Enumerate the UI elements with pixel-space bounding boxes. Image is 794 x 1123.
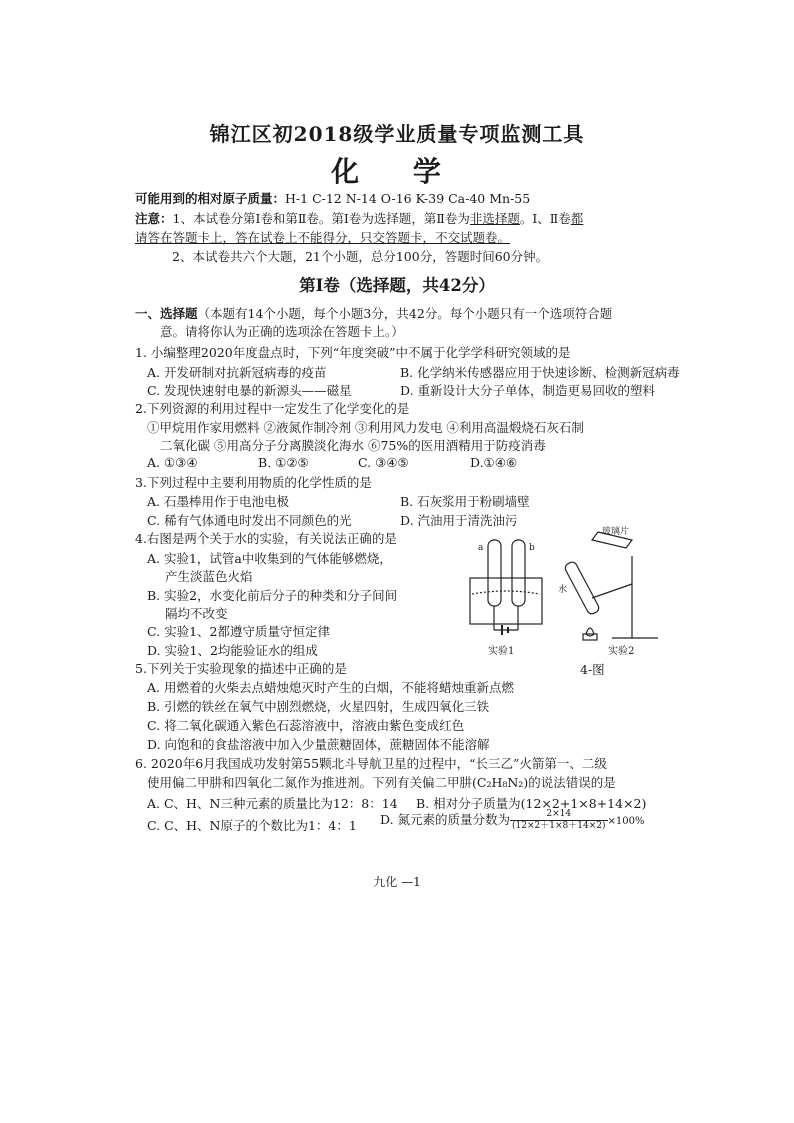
q5-option-c: C. 将二氧化碳通入紫色石蕊溶液中，溶液由紫色变成红色 xyxy=(147,718,465,733)
water-trough xyxy=(470,578,542,624)
q6-option-d-suffix: ×100% xyxy=(607,816,645,827)
q4-experiment-figure xyxy=(462,526,674,666)
note-line-2: 请答在答题卡上，答在试卷上不能得分，只交答题卡，不交试题卷。 xyxy=(135,230,511,245)
q6-fraction-denominator: (12×2＋1×8＋14×2) xyxy=(512,821,606,831)
q4-option-a-line-2: 产生淡蓝色火焰 xyxy=(165,569,253,584)
note1-underline: 非选择题 xyxy=(469,211,520,226)
flame xyxy=(586,628,594,636)
q3-option-a: A. 石墨棒用作于电池电极 xyxy=(147,494,289,509)
subject-title: 化 学 xyxy=(331,155,463,188)
label-exp2: 实验2 xyxy=(608,646,635,657)
q2-option-d: D.①④⑥ xyxy=(470,455,518,470)
note1-part2: 。Ⅰ、Ⅱ卷 xyxy=(519,211,571,226)
note1-part1: 1、本试卷分第Ⅰ卷和第Ⅱ卷。第Ⅰ卷为选择题，第Ⅱ卷为 xyxy=(172,211,470,226)
q6-fraction xyxy=(510,809,607,832)
test-tube-b xyxy=(512,540,525,606)
q2-option-a: A. ①③④ xyxy=(147,455,198,470)
q5-option-a: A. 用燃着的火柴去点蜡烛熄灭时产生的白烟，不能将蜡烛重新点燃 xyxy=(147,680,514,695)
q4-option-d: D. 实验1、2均能验证水的组成 xyxy=(147,643,318,658)
q4-option-b-line-1: B. 实验2，水变化前后分子的种类和分子间间 xyxy=(147,588,398,603)
q6-option-a: A. C、H、N三种元素的质量比为12：8：14 xyxy=(147,796,398,811)
q2-items-line-1: ①甲烷用作家用燃料 ②液氮作制冷剂 ③利用风力发电 ④利用高温煅烧石灰石制 xyxy=(147,420,584,435)
note-line-3: 2、本试卷共六个大题，21个小题，总分100分，答题时间60分钟。 xyxy=(172,249,549,264)
label-glass: 玻璃片 xyxy=(602,527,630,537)
lamp xyxy=(583,634,597,640)
water-surface xyxy=(472,591,540,594)
note-label: 注意： xyxy=(135,211,173,226)
experiment-2-boiling xyxy=(564,532,658,640)
part-intro-label: 一、选择题 xyxy=(135,306,198,321)
label-exp1: 实验1 xyxy=(488,646,515,657)
atomic-mass-values: H-1 C-12 N-14 O-16 K-39 Ca-40 Mn-55 xyxy=(285,191,531,206)
test-tube-heated xyxy=(564,560,601,615)
q5-option-d: D. 向饱和的食盐溶液中加入少量蔗糖固体，蔗糖固体不能溶解 xyxy=(147,737,490,752)
q3-option-d: D. 汽油用于清洗油污 xyxy=(400,513,518,528)
clamp-arm xyxy=(592,584,632,598)
figure-caption: 4-图 xyxy=(580,662,605,677)
q1-stem: 1. 小编整理2020年度盘点时，下列“年度突破”中不属于化学学科研究领域的是 xyxy=(135,345,571,360)
q4-option-c: C. 实验1、2都遵守质量守恒定律 xyxy=(147,624,330,639)
label-a: a xyxy=(478,543,484,553)
page-footer: 九化 —1 xyxy=(373,875,421,889)
q2-option-c: C. ③④⑤ xyxy=(358,455,409,470)
note1-tail: 都 xyxy=(570,211,584,226)
experiment-1-electrolysis xyxy=(470,540,542,635)
q6-option-c: C. C、H、N原子的个数比为1：4：1 xyxy=(147,818,357,833)
part-intro-line-2: 意。请将你认为正确的选项涂在答题卡上。） xyxy=(160,324,404,339)
q1-option-d: D. 重新设计大分子单体，制造更易回收的塑料 xyxy=(400,383,656,398)
q6-stem-line-2: 使用偏二甲肼和四氧化二氮作为推进剂。下列有关偏二甲肼(C₂H₈N₂)的说法错误的是 xyxy=(147,775,616,790)
exam-title: 锦江区初2018级学业质量专项监测工具 xyxy=(209,122,585,146)
q3-stem: 3.下列过程中主要利用物质的化学性质的是 xyxy=(135,475,372,490)
atomic-mass-label: 可能用到的相对原子质量： xyxy=(135,191,286,206)
q6-option-d xyxy=(380,809,644,832)
label-b: b xyxy=(529,543,535,553)
atomic-mass-line xyxy=(135,190,530,208)
q1-option-b: B. 化学纳米传感器应用于快速诊断、检测新冠病毒 xyxy=(400,365,680,380)
q6-option-b: B. 相对分子质量为(12×2+1×8+14×2) xyxy=(416,796,647,811)
q6-fraction-numerator: 2×14 xyxy=(510,809,607,821)
q4-option-b-line-2: 隔均不改变 xyxy=(165,606,228,621)
q1-option-c: C. 发现快速射电暴的新源头——磁星 xyxy=(147,383,352,398)
test-tube-a xyxy=(488,540,501,606)
q1-option-a: A. 开发研制对抗新冠病毒的疫苗 xyxy=(147,365,327,380)
label-water: 水 xyxy=(558,585,568,595)
q6-option-d-prefix: D. 氮元素的质量分数为 xyxy=(380,812,511,827)
q5-option-b: B. 引燃的铁丝在氧气中剧烈燃烧，火星四射，生成四氧化三铁 xyxy=(147,699,490,714)
q4-stem: 4.右图是两个关于水的实验，有关说法正确的是 xyxy=(135,531,397,546)
q6-stem-line-1: 6. 2020年6月我国成功发射第55颗北斗导航卫星的过程中，“长三乙”火箭第一、二级 xyxy=(135,756,607,771)
note-line-1 xyxy=(135,210,583,228)
q3-option-c: C. 稀有气体通电时发出不同颜色的光 xyxy=(147,513,352,528)
q2-option-b: B. ①②⑤ xyxy=(258,455,309,470)
q2-items-line-2: 二氧化碳 ⑤用高分子分离膜淡化海水 ⑥75%的医用酒精用于防疫消毒 xyxy=(160,438,546,453)
part-intro-text: （本题有14个小题，每个小题3分，共42分。每个小题只有一个选项符合题 xyxy=(197,306,613,321)
part-intro-line-1 xyxy=(135,305,612,323)
q5-stem: 5.下列关于实验现象的描述中正确的是 xyxy=(135,661,347,676)
q2-stem: 2.下列资源的利用过程中一定发生了化学变化的是 xyxy=(135,401,410,416)
section-title: 第Ⅰ卷（选择题，共42分） xyxy=(299,276,495,295)
q3-option-b: B. 石灰浆用于粉刷墙壁 xyxy=(400,494,530,509)
q4-option-a-line-1: A. 实验1，试管a中收集到的气体能够燃烧， xyxy=(147,551,392,566)
